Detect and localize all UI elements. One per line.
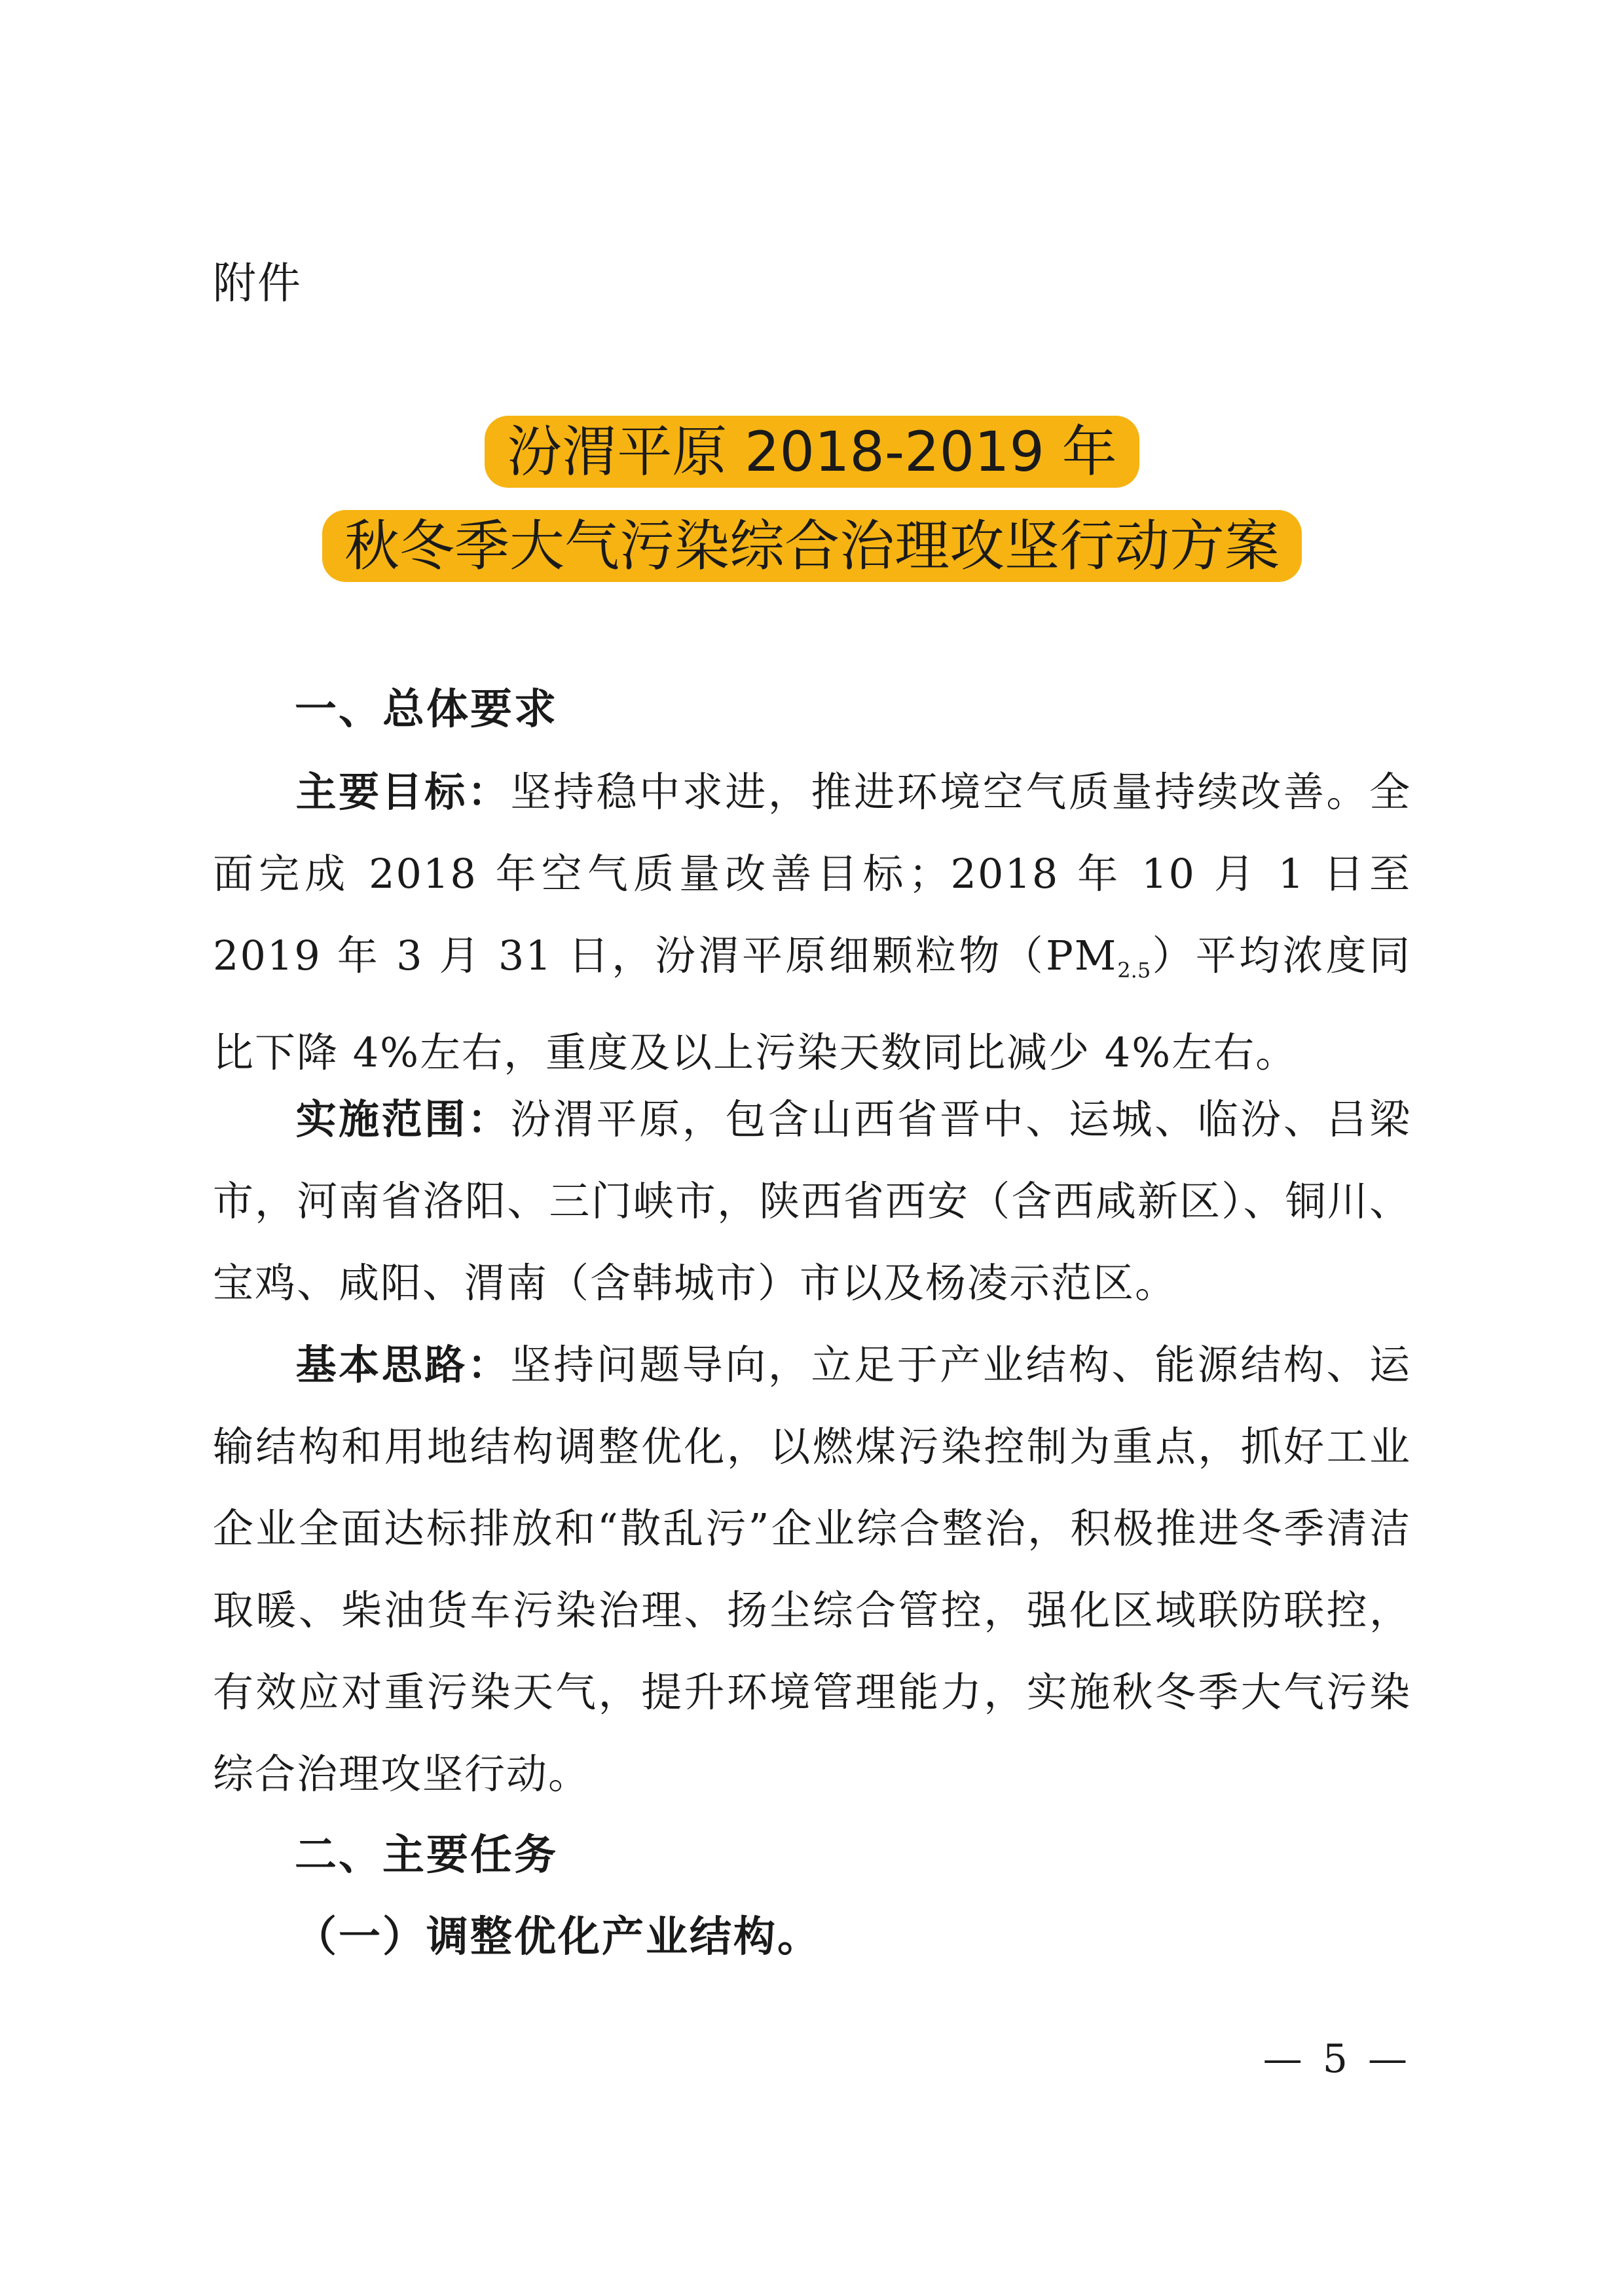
scope-text: 汾渭平原，包含山西省晋中、运城、临汾、吕梁市，河南省洛阳、三门峡市，陕西省西安（含西咸新区）、铜川、宝鸡、咸阳、渭南（含韩城市）市以及杨凌示范区。 [213, 1095, 1411, 1307]
main-goals-text-a: 坚持稳中求进，推进环境空气质量持续改善。全面完成 2018 年空气质量改善目标；2018 年 10 月 1 日至 2019 年 3 月 31 日，汾渭平原细颗粒物（PM [213, 768, 1411, 979]
page-number: — 5 — [1263, 2036, 1411, 2082]
paragraph-main-goals [213, 751, 1411, 1093]
scope-label: 实施范围： [295, 1095, 511, 1143]
title-line-2 [0, 507, 1624, 585]
title-line-1-text: 汾渭平原 2018-2019 年 [485, 416, 1139, 488]
paragraph-basic-approach [213, 1324, 1411, 1815]
title-line-1 [0, 412, 1624, 491]
title-line-2-text: 秋冬季大气污染综合治理攻坚行动方案 [322, 510, 1302, 582]
approach-text: 坚持问题导向，立足于产业结构、能源结构、运输结构和用地结构调整优化，以燃煤污染控制为重点，抓好工业企业全面达标排放和“散乱污”企业综合整治，积极推进冬季清洁取暖、柴油货车污染治理、扬尘综合管控，强化区域联防联控，有效应对重污染天气，提升环境管理能力，实施秋冬季大气污染综合治理攻坚行动。 [213, 1341, 1411, 1798]
section-heading-main-tasks: 二、主要任务 [295, 1831, 558, 1880]
attachment-label: 附件 [213, 258, 302, 308]
paragraph-scope [213, 1078, 1411, 1324]
main-goals-text-b: ）平均浓度同比下降 4%左右，重度及以上污染天数同比减少 4%左右。 [213, 932, 1411, 1076]
subheading-industrial-structure: （一）调整优化产业结构。 [295, 1913, 821, 1961]
main-goals-label: 主要目标： [295, 768, 511, 816]
section-heading-general-requirements: 一、总体要求 [295, 685, 558, 734]
pm-subscript: 2.5 [1117, 958, 1151, 983]
approach-label: 基本思路： [295, 1341, 511, 1389]
